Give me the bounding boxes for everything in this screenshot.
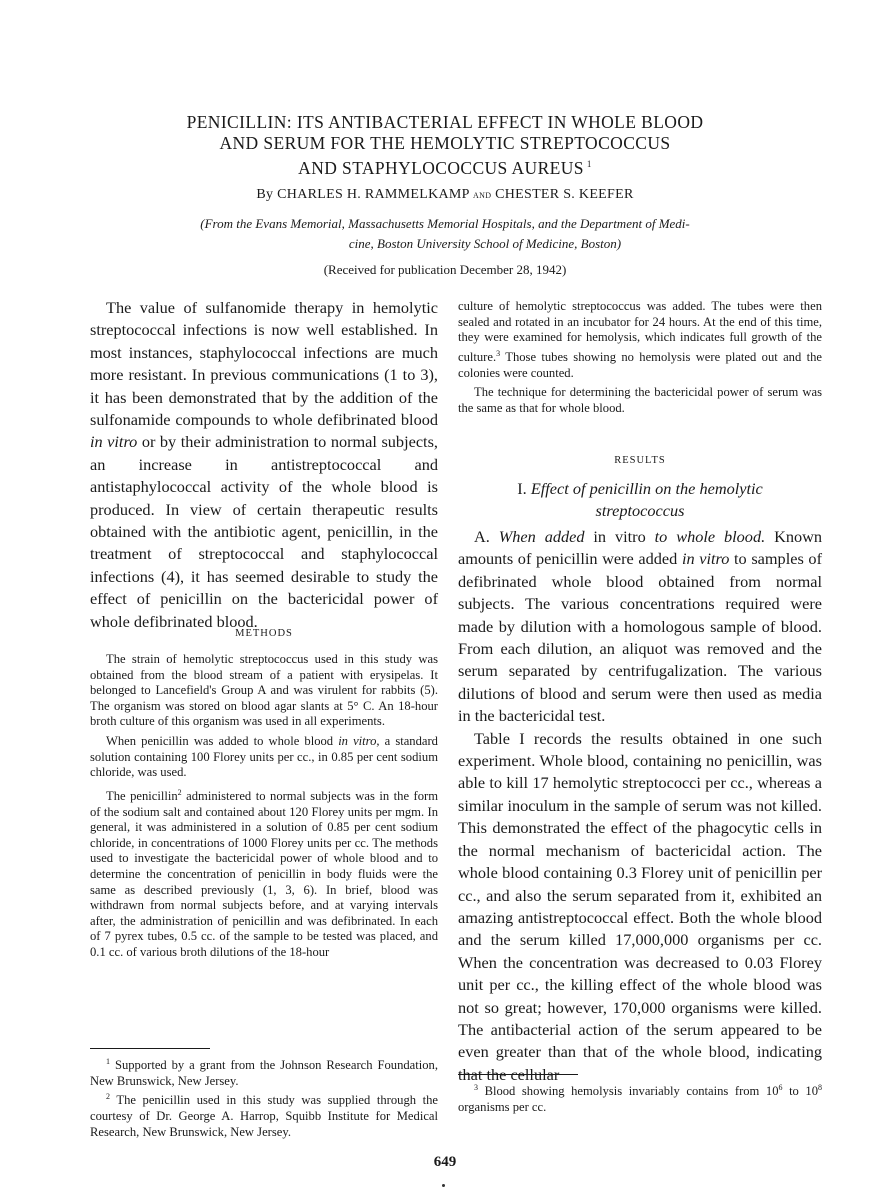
text-run: to 10 <box>789 1084 818 1099</box>
section-heading <box>458 478 822 523</box>
footnote-rule <box>458 1074 578 1075</box>
text-run: organisms per cc. <box>458 1099 547 1114</box>
text-run: Blood showing hemolysis invariably contains from 10 <box>484 1084 779 1099</box>
intro-paragraph <box>90 297 438 633</box>
section-number: I. <box>517 479 527 498</box>
methods-paragraph: The strain of hemolytic streptococcus used in this study was obtained from the blood stream of a patient with erysipelas. It belonged to Lancefield's Group A and was virulent for rabbits (5). The organism was stored on blood agar slants at 5° C. An 18-hour broth culture of this organism was used in all experiments. <box>90 652 438 729</box>
emphasis: in vitro, <box>338 733 380 748</box>
text-run: a standard solution containing 100 Florey units per cc., in 0.85 per cent sodium chloride, was used. <box>90 733 438 780</box>
methods-paragraph: The technique for determining the bactericidal power of serum was the same as that for whole blood. <box>458 385 822 415</box>
section-title: Effect of penicillin on the hemolytic streptococcus <box>530 479 763 521</box>
footnote-marker: 3 <box>496 348 501 358</box>
and-label: and <box>473 187 492 201</box>
emphasis: in vitro <box>681 549 730 569</box>
text-run: When penicillin was added to whole blood <box>106 733 334 748</box>
results-heading: RESULTS <box>614 455 666 466</box>
footnote <box>458 1080 822 1115</box>
footnote-marker: 2 <box>177 787 182 797</box>
footnote <box>90 1054 438 1089</box>
page-number: 649 <box>433 1154 457 1170</box>
affiliation <box>100 214 790 254</box>
footnotes-left <box>90 1054 438 1140</box>
title-footnote-marker: 1 <box>586 159 592 169</box>
footnotes-right <box>458 1080 822 1115</box>
text-run: in vitro <box>593 527 646 546</box>
title-line: PENICILLIN: ITS ANTIBACTERIAL EFFECT IN WHOLE BLOOD <box>186 112 704 132</box>
footnote-marker: 3 <box>474 1083 478 1092</box>
methods-section <box>90 652 438 960</box>
exponent: 6 <box>778 1083 783 1092</box>
methods-heading: METHODS <box>235 628 293 639</box>
affiliation-line: (From the Evans Memorial, Massachusetts Memorial Hospitals, and the Department of Medi- <box>200 216 690 231</box>
exponent: 8 <box>818 1083 822 1092</box>
results-paragraph <box>458 526 822 728</box>
subsection-title: to whole blood. <box>654 527 766 546</box>
footnote <box>90 1089 438 1140</box>
footnote-text: The penicillin used in this study was supplied through the courtesy of Dr. George A. Harrop, Squibb Institute for Medical Research, New Brunswick, New Jersey. <box>90 1093 439 1139</box>
results-text <box>458 526 822 1086</box>
intro-text <box>90 297 438 633</box>
footnote-marker: 1 <box>106 1057 110 1066</box>
footnote-text: Supported by a grant from the Johnson Research Foundation, New Brunswick, New Jersey. <box>90 1058 439 1088</box>
footnote-marker: 2 <box>106 1092 110 1102</box>
subsection-label: A. <box>474 527 490 546</box>
text-run: culture of hemolytic streptococcus was added. The tubes were then sealed and rotated in an incubator for 24 hours. At the end of this time, they were examined for hemolysis, which indicates full growth of the culture. <box>458 299 822 364</box>
text-run: to samples of defibrinated whole blood obtained from normal subjects. The various concentrations required were made by dilution with a homologous sample of blood. From each dilution, an aliquot was removed and the serum separated by centrifugalization. The various dilutions of blood and serum were then used as media in the bactericidal test. <box>458 549 822 726</box>
methods-paragraph <box>458 299 822 381</box>
affiliation-line: cine, Boston University School of Medicine, Boston) <box>348 236 622 251</box>
text-run: The value of sulfanomide therapy in hemolytic streptococcal infections is now well established. In most instances, staphylococcal infections are much more resistant. In previous communications (1 to 3), it has been demonstrated that by the addition of the sulfonamide compounds to whole defibrinated blood <box>90 298 438 430</box>
author-name: CHARLES H. RAMMELKAMP <box>277 187 470 202</box>
print-dot <box>442 1184 445 1187</box>
by-label: By <box>256 187 274 202</box>
author-line <box>120 187 770 203</box>
text-run: administered to normal subjects was in the form of the sodium salt and contained about 120 Florey units per mgm. In general, it was administered in a solution of 0.85 per cent sodium chloride, in concentrations of 1000 Florey units per cc. The methods used to investigate the bactericidal power of whole blood and to determine the concentration of penicillin in body fluids were the same as described previously (1, 3, 6). In brief, blood was withdrawn from normal subjects before, and at varying intervals after, the administration of penicillin and was defibrinated. In each of 7 pyrex tubes, 0.5 cc. of the sample to be tested was placed, and 0.1 cc. of various broth dilutions of the 18-hour <box>90 788 439 959</box>
received-date: (Received for publication December 28, 1942) <box>323 262 567 277</box>
text-run: Those tubes showing no hemolysis were plated out and the colonies were counted. <box>458 349 822 380</box>
text-run: or by their administration to normal subjects, an increase in antistreptococcal and antistaphylococcal activity of the whole blood is produced. In view of certain therapeutic results obtained with the antibiotic agent, penicillin, in the treatment of streptococcal and staphylococcal infections (4), it has seemed desirable to study the effect of penicillin on the bactericidal power of whole defibrinated blood. <box>90 432 438 631</box>
methods-continued <box>458 299 822 416</box>
title-line: AND SERUM FOR THE HEMOLYTIC STREPTOCOCCUS <box>219 133 671 153</box>
methods-paragraph <box>90 734 438 781</box>
text-run: The penicillin <box>106 788 178 803</box>
text-run: Known amounts of penicillin were added <box>458 527 822 569</box>
methods-paragraph <box>90 785 438 961</box>
title-line-text: AND STAPHYLOCOCCUS AUREUS <box>298 157 584 178</box>
results-paragraph: Table I records the results obtained in one such experiment. Whole blood, containing no penicillin, was able to kill 17 hemolytic streptococci per cc., whereas a similar inoculum in the sample of serum was not killed. This demonstrated the effect of the phagocytic cells in the normal mechanism of bactericidal action. The whole blood containing 0.3 Florey unit of penicillin per cc., and also the serum separated from it, exhibited an amazing antistreptococcal effect. Both the whole blood and the serum killed 17,000,000 organisms per cc. When the concentration was decreased to 0.03 Florey unit per cc., the killing effect of the whole blood was not so great; however, 170,000 organisms were killed. The antibacterial action of the serum appeared to be even greater than that of the whole blood, indicating that the cellular <box>458 728 822 1084</box>
article-title <box>120 112 770 179</box>
title-line <box>120 154 770 179</box>
emphasis: in vitro <box>90 432 138 452</box>
subsection-title: When added <box>498 527 585 546</box>
author-name: CHESTER S. KEEFER <box>495 187 634 202</box>
footnote-rule <box>90 1048 210 1049</box>
